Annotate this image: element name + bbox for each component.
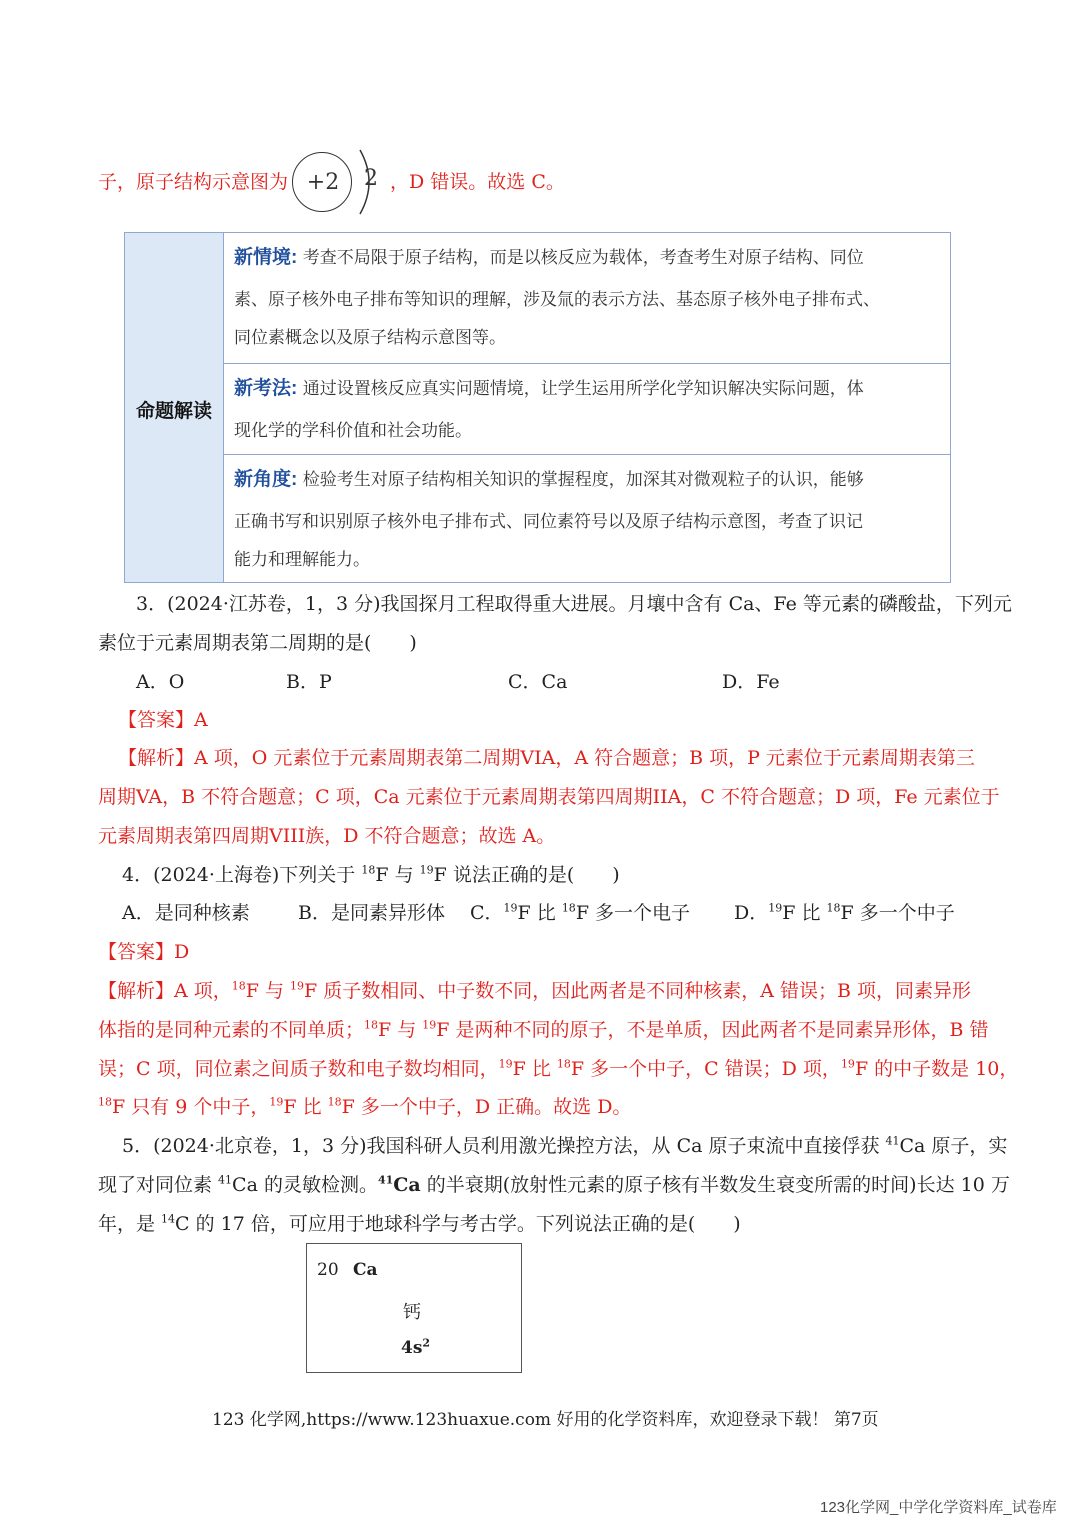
q4-option-b: B．是同素异形体	[298, 902, 445, 924]
q3-stem-line1: 3．(2024·江苏卷，1，3 分)我国探月工程取得重大进展。月壤中含有 Ca、Fe 等元素的磷酸盐，下列元	[136, 593, 1012, 615]
row-text: 正确书写和识别原子核外电子排布式、同位素符号以及原子结构示意图，考查了识记	[234, 512, 863, 532]
watermark-text: 123化学网_中学化学资料库_试卷库	[820, 1499, 1057, 1516]
atomic-number: 20	[317, 1260, 339, 1280]
element-name: 钙	[403, 1302, 421, 1323]
row-key: 新情境	[234, 247, 292, 268]
table-header-cell	[125, 233, 224, 582]
q3-option-d: D．Fe	[722, 671, 780, 693]
shell-electron-count: 2	[364, 166, 378, 191]
row-text: 检验考生对原子结构相关知识的掌握程度，加深其对微观粒子的认识，能够	[302, 470, 864, 490]
row-text: 考查不局限于原子结构，而是以核反应为载体，考查考生对原子结构、同位	[302, 248, 864, 268]
element-symbol: Ca	[353, 1260, 378, 1280]
q5-stem-line3: 年，是 $^{14}$C 的 17 倍，可应用于地球科学与考古学。下列说法正确的是( )	[98, 1212, 741, 1235]
table-row-new-context: 新情境: 考查不局限于原子结构，而是以核反应为载体，考查考生对原子结构、同位 素、原子核外电子排布等知识的理解，涉及氚的表示方法、基态原子核外电子排布式、 同位素概念以及原子结构示意图等。	[234, 247, 880, 348]
row-text: 通过设置核反应真实问题情境，让学生运用所学化学知识解决实际问题，体	[302, 379, 864, 399]
q3-option-b: B．P	[286, 671, 332, 693]
q3-analysis-line3: 元素周期表第四周期VIII族，D 不符合题意；故选 A。	[98, 825, 556, 847]
q3-analysis-line1: 【解析】A 项，O 元素位于元素周期表第二周期VIA，A 符合题意；B 项，P 元素位于元素周期表第三	[118, 747, 975, 769]
q4-analysis-line4: $^{18}$F 只有 9 个中子，$^{19}$F 比 $^{18}$F 多一个中子，D 正确。故选 D。	[98, 1095, 632, 1118]
top-line-prefix: 子，原子结构示意图为	[98, 171, 289, 193]
row-text: 能力和理解能力。	[234, 550, 370, 570]
proposition-interpretation-table	[124, 232, 951, 583]
atom-nucleus-circle	[292, 152, 352, 212]
q3-answer: 【答案】A	[118, 709, 208, 731]
electron-configuration: $4s^2$	[401, 1336, 431, 1358]
table-row-new-method: 新考法: 通过设置核反应真实问题情境，让学生运用所学化学知识解决实际问题，体 现化学的学科价值和社会功能。	[224, 363, 950, 454]
q4-option-d: D．$^{19}$F 比 $^{18}$F 多一个中子	[734, 901, 955, 924]
q5-stem-line2: 现了对同位素 $^{41}$Ca 的灵敏检测。$^{41}$Ca 的半衰期(放射性元素的原子核有半数发生衰变所需的时间)长达 10 万	[98, 1173, 1010, 1196]
atom-nucleus-charge: +2	[306, 170, 340, 195]
q4-option-a: A．是同种核素	[122, 902, 250, 924]
q4-option-c: C．$^{19}$F 比 $^{18}$F 多一个电子	[470, 901, 691, 924]
q4-analysis-line1: 【解析】A 项，$^{18}$F 与 $^{19}$F 质子数相同、中子数不同，因此两者是不同种核素，A 错误；B 项，同素异形	[98, 979, 972, 1002]
q4-analysis-line2: 体指的是同种元素的不同单质；$^{18}$F 与 $^{19}$F 是两种不同的原子，不是单质，因此两者不是同素异形体，B 错	[98, 1018, 989, 1041]
q4-stem: 4．(2024·上海卷)下列关于 $^{18}$F 与 $^{19}$F 说法正确的是( )	[122, 863, 620, 886]
q3-analysis-line2: 周期VA，B 不符合题意；C 项，Ca 元素位于元素周期表第四周期IIA，C 不符合题意；D 项，Fe 元素位于	[98, 786, 1000, 808]
q3-option-c: C．Ca	[508, 671, 568, 693]
top-line-suffix: ，D 错误。故选 C。	[390, 171, 565, 193]
row-key: 新角度	[234, 469, 292, 490]
q4-answer: 【答案】D	[98, 941, 190, 963]
q4-analysis-line3: 误；C 项，同位素之间质子数和电子数均相同，$^{19}$F 比 $^{18}$F 多一个中子，C 错误；D 项，$^{19}$F 的中子数是 10，	[98, 1057, 1019, 1080]
row-text: 素、原子核外电子排布等知识的理解，涉及氚的表示方法、基态原子核外电子排布式、	[234, 290, 880, 310]
table-row-new-angle: 新角度: 检验考生对原子结构相关知识的掌握程度，加深其对微观粒子的认识，能够 正确书写和识别原子核外电子排布式、同位素符号以及原子结构示意图，考查了识记 能力和理解能力。	[224, 454, 950, 582]
q5-stem-line1: 5．(2024·北京卷，1，3 分)我国科研人员利用激光操控方法，从 Ca 原子束流中直接俘获 $^{41}$Ca 原子，实	[122, 1134, 1008, 1157]
row-key: 新考法	[234, 378, 292, 399]
element-card-calcium	[306, 1243, 522, 1373]
row-text: 同位素概念以及原子结构示意图等。	[234, 328, 506, 348]
row-text: 现化学的学科价值和社会功能。	[234, 421, 472, 441]
q3-option-a: A．O	[136, 671, 185, 693]
q3-stem-line2: 素位于元素周期表第二周期的是( )	[98, 632, 417, 654]
table-header-label: 命题解读	[135, 401, 212, 422]
page-footer: 123 化学网,https://www.123huaxue.com 好用的化学资料库，欢迎登录下载！ 第7页	[212, 1410, 879, 1430]
